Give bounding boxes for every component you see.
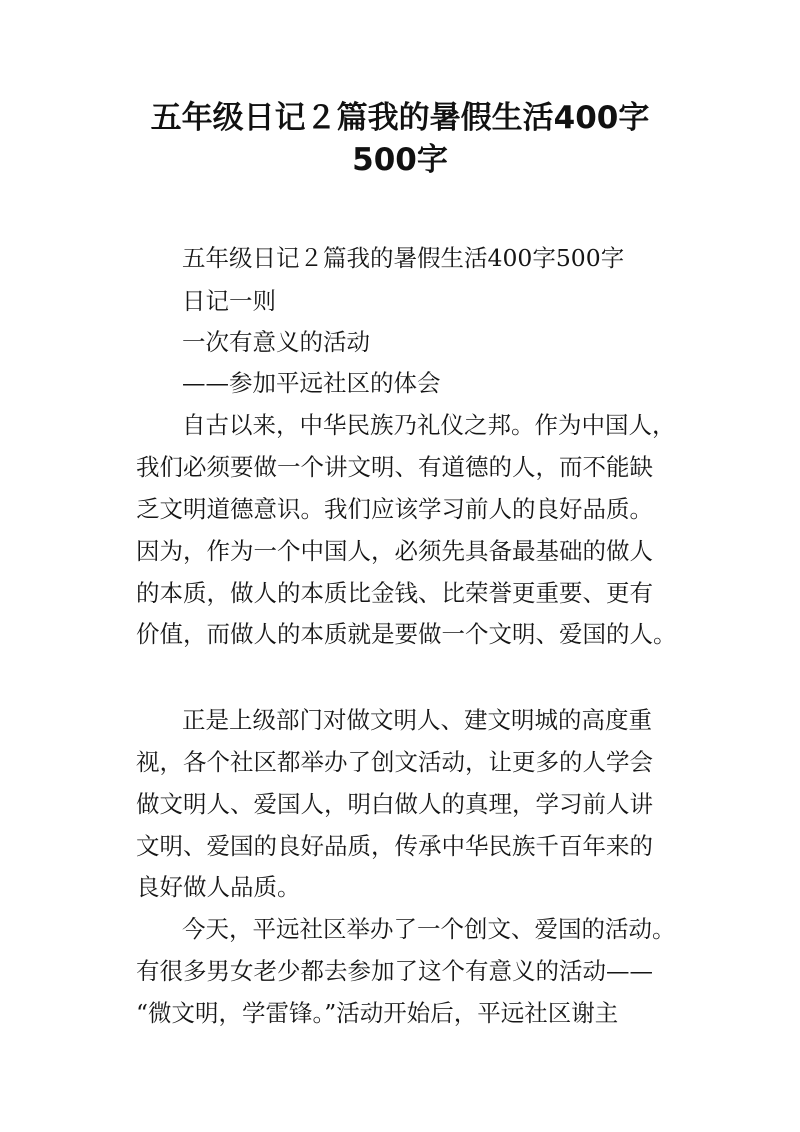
paragraph-1-line-3: 乏文明道德意识。我们应该学习前人的良好品质。 [136,495,653,523]
paragraph-1-line-5: 的本质，做人的本质比金钱、比荣誉更重要、更有 [136,579,653,607]
paragraph-1-line-1: 自古以来，中华民族乃礼仪之邦。作为中国人， [182,411,676,439]
document-title-line-1: 五年级日记２篇我的暑假生活400字 [150,100,650,136]
paragraph-2-line-2: 视，各个社区都举办了创文活动，让更多的人学会 [136,748,653,776]
paragraph-3-line-1: 今天，平远社区举办了一个创文、爱国的活动。 [182,915,676,943]
subtitle-line: 五年级日记２篇我的暑假生活400字500字 [182,244,625,272]
paragraph-2-line-3: 做文明人、爱国人，明白做人的真理，学习前人讲 [136,790,653,818]
paragraph-1-line-6: 价值，而做人的本质就是要做一个文明、爱国的人。 [136,620,677,648]
paragraph-1-line-2: 我们必须要做一个讲文明、有道德的人，而不能缺 [136,453,653,481]
heading-activity: 一次有意义的活动 [182,328,370,356]
paragraph-2-line-5: 良好做人品质。 [136,873,301,901]
document-title-line-2: 500字 [352,142,448,178]
paragraph-2-line-4: 文明、爱国的良好品质，传承中华民族千百年来的 [136,832,653,860]
paragraph-3-line-2: 有很多男女老少都去参加了这个有意义的活动—— [136,957,653,985]
paragraph-3-line-3: “微文明，学雷锋。”活动开始后，平远社区谢主 [136,999,619,1027]
heading-subtitle: ——参加平远社区的体会 [182,369,441,397]
paragraph-2-line-1: 正是上级部门对做文明人、建文明城的高度重 [182,706,652,734]
paragraph-1-line-4: 因为，作为一个中国人，必须先具备最基础的做人 [136,537,653,565]
heading-diary: 日记一则 [182,287,276,315]
